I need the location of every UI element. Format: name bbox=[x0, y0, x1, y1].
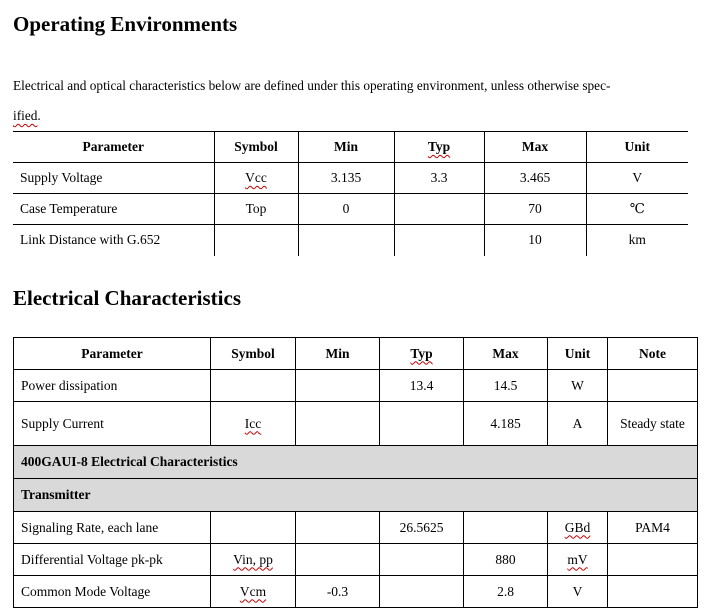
cell-typ bbox=[380, 576, 464, 608]
intro-end: . bbox=[37, 108, 41, 123]
cell-note: PAM4 bbox=[608, 512, 698, 544]
electrical-characteristics-table bbox=[13, 337, 698, 608]
header-min: Min bbox=[296, 338, 380, 370]
cell-typ bbox=[380, 544, 464, 576]
cell-max: 4.185 bbox=[464, 402, 548, 446]
header-max: Max bbox=[464, 338, 548, 370]
cell-typ: 26.5625 bbox=[380, 512, 464, 544]
operating-intro-paragraph bbox=[13, 71, 693, 131]
cell-min: 3.135 bbox=[298, 163, 394, 194]
table-row bbox=[14, 512, 698, 544]
cell-note bbox=[608, 544, 698, 576]
cell-symbol bbox=[211, 576, 296, 608]
symbol-vcm: Vcm bbox=[239, 583, 267, 599]
header-parameter: Parameter bbox=[13, 132, 214, 163]
header-typ-label: Typ bbox=[410, 345, 433, 361]
cell-note bbox=[608, 576, 698, 608]
cell-symbol bbox=[211, 544, 296, 576]
header-typ bbox=[380, 338, 464, 370]
cell-min bbox=[298, 225, 394, 256]
cell-symbol: Top bbox=[214, 194, 298, 225]
cell-unit: V bbox=[586, 163, 688, 194]
symbol-icc: Icc bbox=[244, 415, 262, 431]
cell-parameter: Differential Voltage pk-pk bbox=[14, 544, 211, 576]
cell-min: 0 bbox=[298, 194, 394, 225]
cell-parameter: Link Distance with G.652 bbox=[13, 225, 214, 256]
cell-max: 2.8 bbox=[464, 576, 548, 608]
section-title: 400GAUI-8 Electrical Characteristics bbox=[14, 446, 698, 479]
section-title: Transmitter bbox=[14, 479, 698, 512]
cell-parameter: Supply Voltage bbox=[13, 163, 214, 194]
cell-min: -0.3 bbox=[296, 576, 380, 608]
cell-typ: 13.4 bbox=[380, 370, 464, 402]
cell-unit bbox=[548, 512, 608, 544]
electrical-characteristics-heading: Electrical Characteristics bbox=[13, 286, 241, 310]
cell-symbol bbox=[214, 163, 298, 194]
header-typ bbox=[394, 132, 484, 163]
header-unit: Unit bbox=[586, 132, 688, 163]
cell-unit: V bbox=[548, 576, 608, 608]
header-parameter: Parameter bbox=[14, 338, 211, 370]
table-row bbox=[14, 544, 698, 576]
table-row bbox=[14, 576, 698, 608]
header-note: Note bbox=[608, 338, 698, 370]
unit-mv: mV bbox=[567, 551, 588, 567]
cell-note bbox=[608, 370, 698, 402]
cell-unit: W bbox=[548, 370, 608, 402]
table-header-row bbox=[13, 132, 688, 163]
section-row-transmitter bbox=[14, 479, 698, 512]
cell-symbol bbox=[211, 402, 296, 446]
header-unit: Unit bbox=[548, 338, 608, 370]
cell-unit: km bbox=[586, 225, 688, 256]
cell-max: 70 bbox=[484, 194, 586, 225]
section-row-400gaui bbox=[14, 446, 698, 479]
symbol-vcc: Vcc bbox=[245, 170, 267, 185]
table-row bbox=[13, 225, 688, 256]
symbol-vin-pp: Vin, pp bbox=[233, 551, 273, 567]
cell-max: 10 bbox=[484, 225, 586, 256]
table-row bbox=[13, 163, 688, 194]
cell-typ bbox=[380, 402, 464, 446]
cell-note: Steady state bbox=[608, 402, 698, 446]
header-symbol: Symbol bbox=[211, 338, 296, 370]
cell-parameter: Signaling Rate, each lane bbox=[14, 512, 211, 544]
cell-unit: A bbox=[548, 402, 608, 446]
cell-max bbox=[464, 512, 548, 544]
unit-gbd: GBd bbox=[564, 519, 591, 535]
header-symbol: Symbol bbox=[214, 132, 298, 163]
operating-environments-heading: Operating Environments bbox=[13, 12, 238, 36]
cell-max: 14.5 bbox=[464, 370, 548, 402]
cell-unit: ℃ bbox=[586, 194, 688, 225]
intro-text: Electrical and optical characteristics below are defined under this operating environment, unless otherwise spec- bbox=[13, 78, 611, 93]
cell-parameter: Common Mode Voltage bbox=[14, 576, 211, 608]
intro-suffix: ified bbox=[13, 108, 38, 123]
cell-typ bbox=[394, 194, 484, 225]
cell-parameter: Supply Current bbox=[14, 402, 211, 446]
cell-max: 880 bbox=[464, 544, 548, 576]
cell-min bbox=[296, 402, 380, 446]
table-row bbox=[14, 370, 698, 402]
cell-symbol bbox=[214, 225, 298, 256]
header-typ-label: Typ bbox=[427, 139, 451, 154]
table-row bbox=[13, 194, 688, 225]
cell-min bbox=[296, 544, 380, 576]
cell-max: 3.465 bbox=[484, 163, 586, 194]
operating-environment-table bbox=[13, 131, 688, 256]
cell-typ: 3.3 bbox=[394, 163, 484, 194]
cell-symbol bbox=[211, 512, 296, 544]
header-max: Max bbox=[484, 132, 586, 163]
cell-parameter: Case Temperature bbox=[13, 194, 214, 225]
header-min: Min bbox=[298, 132, 394, 163]
cell-typ bbox=[394, 225, 484, 256]
cell-parameter: Power dissipation bbox=[14, 370, 211, 402]
cell-unit bbox=[548, 544, 608, 576]
cell-symbol bbox=[211, 370, 296, 402]
cell-min bbox=[296, 370, 380, 402]
cell-min bbox=[296, 512, 380, 544]
table-row bbox=[14, 402, 698, 446]
table-header-row bbox=[14, 338, 698, 370]
